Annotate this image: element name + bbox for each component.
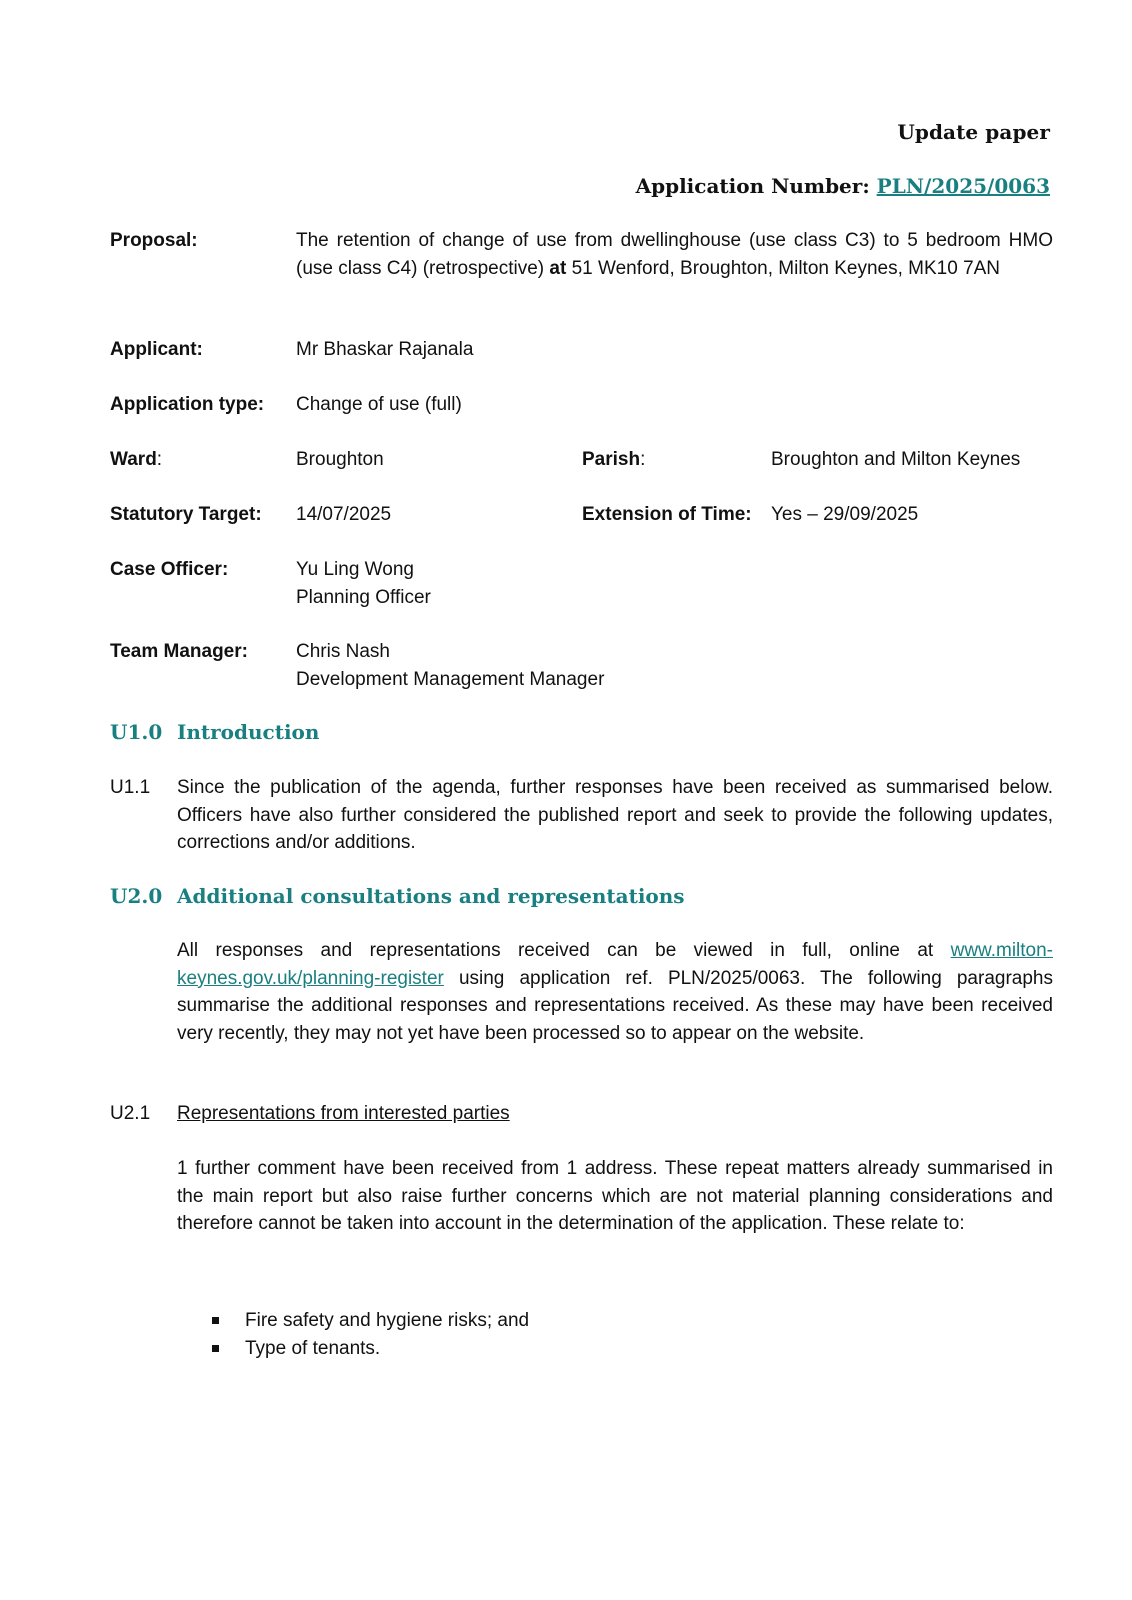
parish-label-colon: : [640, 449, 646, 470]
proposal-at: at [549, 257, 567, 279]
planning-register-link[interactable]: www.milton-keynes.gov.uk/planning-register [177, 940, 1054, 989]
application-type-value: Change of use (full) [296, 394, 462, 415]
square-bullet-icon [212, 1317, 219, 1324]
application-number-heading [636, 174, 1050, 198]
proposal-label: Proposal: [110, 230, 198, 251]
application-number-label: Application Number: [635, 174, 877, 198]
team-manager-role: Development Management Manager [296, 668, 605, 690]
extension-of-time-label: Extension of Time: [582, 504, 752, 525]
proposal-value [296, 227, 1053, 282]
paragraph-u1-1-number: U1.1 [110, 777, 151, 798]
ward-label [110, 449, 162, 471]
parish-label [582, 449, 645, 471]
application-number-link[interactable]: PLN/2025/0063 [876, 174, 1050, 198]
ward-value: Broughton [296, 449, 384, 470]
statutory-target-label: Statutory Target: [110, 504, 262, 525]
application-type-label: Application type: [110, 394, 265, 415]
square-bullet-icon [212, 1345, 219, 1352]
applicant-value: Mr Bhaskar Rajanala [296, 339, 474, 360]
proposal-address: 51 Wenford, Broughton, Milton Keynes, MK10 7AN [571, 257, 1001, 279]
section-u2-number: U2.0 [110, 884, 163, 908]
list-item [210, 1307, 529, 1335]
parish-value: Broughton and Milton Keynes [771, 449, 1021, 470]
applicant-label: Applicant: [110, 339, 203, 360]
paragraph-u1-1: Since the publication of the agenda, further responses have been received as summarised below. Officers have also further considered the published report and seek to provide the following updates, corrections and/or additions. [177, 777, 1053, 853]
list-item-text: Type of tenants. [245, 1338, 381, 1359]
ward-label-colon: : [156, 449, 163, 470]
section-u1-number: U1.0 [110, 720, 163, 744]
u2-intro-start: All responses and representations received can be viewed in full, online at [177, 940, 934, 961]
paragraph-u2-1-number: U2.1 [110, 1103, 151, 1124]
case-officer-role: Planning Officer [296, 586, 431, 608]
team-manager-value [296, 638, 604, 693]
section-u1-heading [110, 720, 319, 744]
statutory-target-value: 14/07/2025 [296, 504, 392, 525]
paragraph-u2-1: 1 further comment have been received from 1 address. These repeat matters already summarised in the main report but also raise further concerns which are not material planning considerations and therefore cannot be taken into account in the determination of the application. These relate to: [177, 1158, 1053, 1234]
list-item-text: Fire safety and hygiene risks; and [245, 1310, 530, 1331]
case-officer-label: Case Officer: [110, 559, 229, 580]
case-officer-value [296, 556, 431, 611]
ward-label-text: Ward [110, 449, 157, 470]
paragraph-u2-intro [177, 937, 1053, 1047]
team-manager-name: Chris Nash [296, 641, 390, 662]
paragraph-u2-1-heading: Representations from interested parties [177, 1103, 510, 1124]
proposal-text: The retention of change of use from dwellinghouse (use class C3) to 5 bedroom HMO (use class C4) (retrospective) [296, 230, 1053, 279]
section-u2-title: Additional consultations and representations [177, 884, 685, 908]
extension-of-time-value: Yes – 29/09/2025 [771, 504, 919, 525]
concerns-list [210, 1307, 529, 1363]
parish-label-text: Parish [582, 449, 641, 470]
case-officer-name: Yu Ling Wong [296, 559, 414, 580]
u2-intro-end: using application ref. PLN/2025/0063. The following paragraphs summarise the additional responses and representations received. As these may have been received very recently, they may not yet have been processed so to appear on the website. [177, 967, 1053, 1044]
list-item [210, 1335, 529, 1363]
team-manager-label: Team Manager: [110, 641, 248, 662]
document-title: Update paper [897, 120, 1050, 144]
section-u1-title: Introduction [177, 720, 320, 744]
section-u2-heading [110, 884, 685, 908]
